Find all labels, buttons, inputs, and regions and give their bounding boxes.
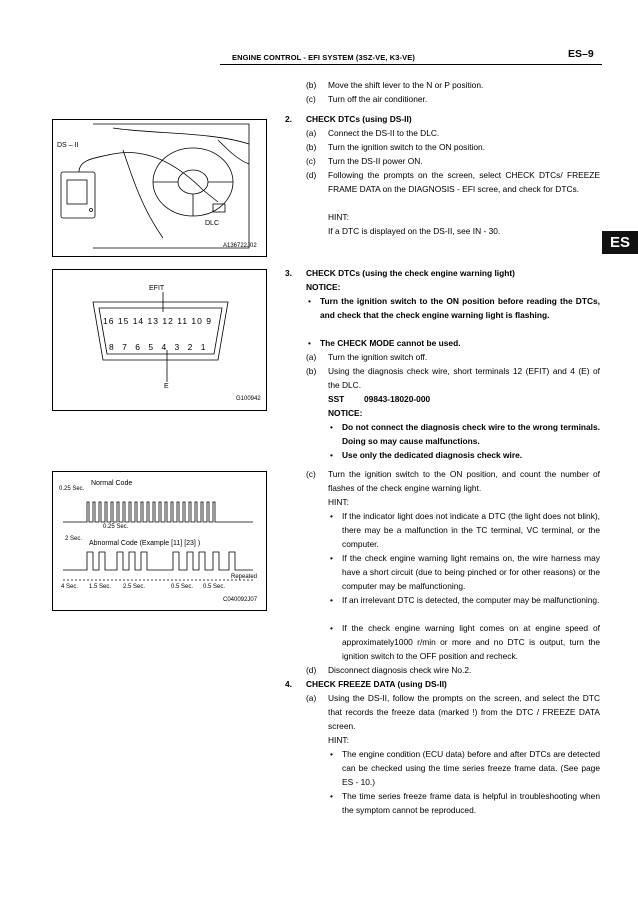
pin: 7 (122, 342, 130, 352)
pin: 8 (109, 342, 117, 352)
section-3-number: 3. (285, 268, 292, 278)
header-title: ENGINE CONTROL - EFI SYSTEM (3SZ-VE, K3-VE) (232, 53, 415, 62)
step-text: Turn the DS-II power ON. (328, 156, 423, 166)
step-b-label: (b) (306, 80, 317, 90)
figure-code: C040092J07 (223, 597, 258, 603)
hint-item: If the indicator light does not indicate a DTC (the light does not blink), there may be a malfunction in the TC terminal, VC terminal, or the computer. (342, 511, 600, 549)
section-4-number: 4. (285, 679, 292, 689)
bullet: • (308, 296, 311, 306)
tool-label: DS – II (57, 142, 79, 149)
step-text: Disconnect diagnosis check wire No.2. (328, 665, 472, 675)
figure-ds2-connection (52, 119, 267, 257)
pin: 12 (162, 316, 174, 326)
hint-text: If a DTC is displayed on the DS-II, see IN - 30. (328, 226, 501, 236)
hint-item: The time series freeze frame data is helpful in troubleshooting when the symptom cannot be reproduced. (342, 791, 600, 815)
hint-item: If an irrelevant DTC is detected, the computer may be malfunctioning. (342, 595, 600, 605)
notice-item: Turn the ignition switch to the ON position before reading the DTCs, and check that the check engine warning light is flashing. (320, 296, 600, 320)
ds2-connection-drawing (53, 120, 266, 256)
notice-label: NOTICE: (306, 282, 341, 292)
page-number: ES–9 (568, 48, 594, 60)
bullet: • (330, 450, 333, 460)
pin: 11 (177, 316, 189, 326)
bullet: • (330, 422, 333, 432)
figure-code: A136722J02 (223, 243, 257, 249)
step-label: (a) (306, 128, 317, 138)
pin: 16 (103, 316, 115, 326)
timing-label: 1.5 Sec. (89, 584, 112, 590)
timing-label: 0.5 Sec. (171, 584, 194, 590)
timing-label: 4 Sec. (61, 584, 79, 590)
step-label: (a) (306, 693, 317, 703)
bullet: • (330, 553, 333, 563)
notice-item: Use only the dedicated diagnosis check wire. (342, 450, 523, 460)
step-text: Turn the ignition switch off. (328, 352, 428, 362)
step-text: Using the DS-II, follow the prompts on the screen, and select the DTC that records the freeze data (marked !) from the DTC / FREEZE DATA screen. (328, 693, 600, 731)
figure-code: G100942 (236, 396, 261, 402)
pin: 4 (161, 342, 170, 352)
notice-label: NOTICE: (328, 408, 363, 418)
bullet: • (330, 623, 333, 633)
pin: 10 (191, 316, 203, 326)
section-2-title: CHECK DTCs (using DS-II) (306, 114, 412, 124)
pin: 14 (132, 316, 145, 326)
abnormal-code-label: Abnormal Code (Example [11] [23] ) (89, 540, 201, 547)
step-b-text: Move the shift lever to the N or P position. (328, 80, 484, 90)
figure-code-timing (52, 471, 267, 611)
step-label: (b) (306, 366, 317, 376)
step-text: Turn the ignition switch to the ON position, and count the number of flashes of the check engine warning light. (328, 469, 600, 493)
hint-label: HINT: (328, 497, 349, 507)
hint-item: If the check engine warning light comes on at engine speed of approximately1000 r/min or more and no DTC is output, turn the ignition switch to the OFF position and recheck. (342, 623, 600, 661)
bullet: • (330, 595, 333, 605)
section-tab: ES (602, 231, 638, 254)
notice-item: Do not connect the diagnosis check wire to the wrong terminals. Doing so may cause malfunctions. (342, 422, 600, 446)
bullet: • (330, 791, 333, 801)
timing-label: 0.25 Sec. (59, 486, 85, 492)
step-text: Turn the ignition switch to the ON position. (328, 142, 486, 152)
header-rule (220, 64, 602, 65)
pin: 3 (174, 342, 183, 352)
bullet: • (330, 749, 333, 759)
step-label: (d) (306, 170, 317, 180)
hint-item: The engine condition (ECU data) before and after DTCs are detected can be checked using the time series freeze frame data. (See page ES - 10.) (342, 749, 600, 787)
pin: 13 (147, 316, 159, 326)
dlc-bottom-pins (109, 342, 209, 352)
pin: 2 (187, 342, 196, 352)
hint-item: If the check engine warning light remains on, the wire harness may have a short circuit (due to being pinched or for other reasons) or the computer may be malfunctioning. (342, 553, 600, 591)
timing-label: 0.5 Sec. (203, 584, 226, 590)
step-label: (c) (306, 469, 316, 479)
step-text: Using the diagnosis check wire, short terminals 12 (EFIT) and 4 (E) of the DLC. (328, 366, 600, 390)
figure-dlc-terminals (52, 269, 267, 411)
step-label: (d) (306, 665, 317, 675)
sst-number: 09843-18020-000 (364, 394, 431, 404)
step-label: (a) (306, 352, 317, 362)
timing-label: 2 Sec. (65, 536, 83, 542)
step-label: (b) (306, 142, 317, 152)
pin: 5 (148, 342, 157, 352)
dlc-top-pins (103, 316, 212, 326)
section-3-title: CHECK DTCs (using the check engine warning light) (306, 268, 515, 278)
timing-label: 2.5 Sec. (123, 584, 146, 590)
pin: 15 (117, 316, 130, 326)
efit-label: EFIT (149, 285, 165, 292)
repeated-label: Repeated (231, 574, 258, 580)
notice-item: The CHECK MODE cannot be used. (320, 338, 461, 348)
section-2-number: 2. (285, 114, 292, 124)
sst-label: SST (328, 394, 345, 404)
dlc-label: DLC (205, 220, 220, 227)
normal-code-label: Normal Code (91, 480, 133, 487)
pin: 9 (206, 316, 212, 326)
pin: 6 (135, 342, 143, 352)
hint-label: HINT: (328, 212, 349, 222)
pin: 1 (200, 342, 209, 352)
e-label: E (164, 383, 169, 390)
step-c-label: (c) (306, 94, 316, 104)
section-4-title: CHECK FREEZE DATA (using DS-II) (306, 679, 447, 689)
timing-label: 0.25 Sec. (103, 524, 129, 530)
step-text: Connect the DS-II to the DLC. (328, 128, 440, 138)
bullet: • (308, 338, 311, 348)
step-text: Following the prompts on the screen, select CHECK DTCs/ FREEZE FRAME DATA on the DIAGNOSIS - EFI scree, and check for DTCs. (328, 170, 600, 194)
step-c-text: Turn off the air conditioner. (328, 94, 428, 104)
hint-label: HINT: (328, 735, 349, 745)
step-label: (c) (306, 156, 316, 166)
bullet: • (330, 511, 333, 521)
